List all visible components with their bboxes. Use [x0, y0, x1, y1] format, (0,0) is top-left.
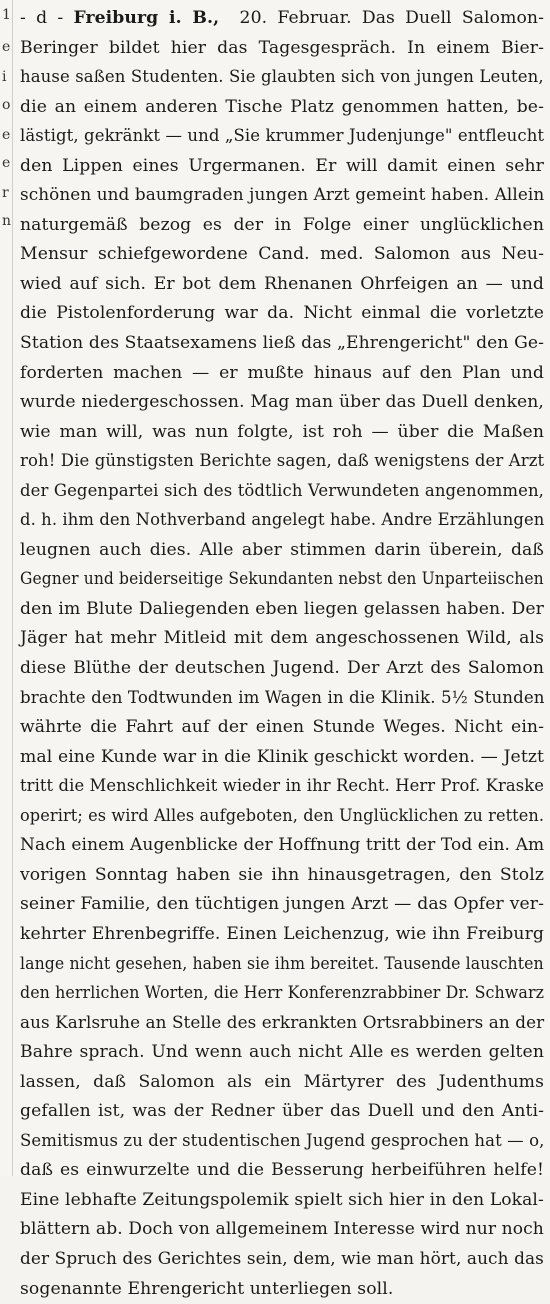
article-line: lästigt, gekränkt — und „Sie krummer Judenjunge" entfleucht — [20, 126, 545, 147]
margin-char: e — [2, 127, 11, 143]
article-line: sogenannte Ehrengericht unterliegen soll. — [20, 1278, 394, 1299]
article-line: lange nicht gesehen, haben sie ihm bereitet. Tausende lauschten — [20, 953, 544, 974]
article-line: Eine lebhafte Zeitungspolemik spielt sich hier in den Lokal- — [20, 1189, 544, 1210]
margin-char: n — [2, 213, 12, 229]
article-line: diese Blüthe der deutschen Jugend. Der Arzt des Salomon — [20, 658, 544, 679]
article-line: der Spruch des Gerichtes sein, dem, wie man hört, auch das — [20, 1248, 544, 1269]
correspondent-marker: - d - — [20, 8, 64, 28]
article-line: schönen und baumgraden jungen Arzt gemeint haben. Allein — [20, 185, 545, 206]
news-article — [20, 4, 544, 1304]
margin-char: 1 — [2, 7, 11, 23]
article-line: Mensur schiefgewordene Cand. med. Salomon aus Neu- — [20, 244, 544, 265]
article-body — [20, 34, 544, 1304]
article-line: leugnen auch dies. Alle aber stimmen darin überein, daß — [20, 539, 544, 560]
article-line: der Gegenpartei sich des tödtlich Verwundeten angenommen, — [20, 480, 545, 501]
article-line: lassen, daß Salomon als ein Märtyrer des Judenthums — [20, 1071, 544, 1092]
article-line: forderten machen — er mußte hinaus auf den Plan und — [20, 362, 544, 383]
article-line: wied auf sich. Er bot dem Rhenanen Ohrfeigen an — und — [20, 273, 544, 294]
article-line: aus Karlsruhe an Stelle des erkrankten Ortsrabbiners an der — [20, 1012, 545, 1033]
article-line: wie man will, was nun folgte, ist roh — über die Maßen — [20, 421, 544, 442]
article-line: kehrter Ehrenbegriffe. Einen Leichenzug, wie ihn Freiburg — [20, 923, 544, 944]
previous-column-fragment — [0, 0, 12, 1176]
article-line: mal eine Kunde war in die Klinik geschickt worden. — Jetzt — [20, 746, 544, 767]
article-line: den herrlichen Worten, die Herr Konferenzrabbiner Dr. Schwarz — [20, 983, 545, 1004]
lead-text: 20. Februar. Das Duell Salomon- — [229, 8, 545, 28]
article-line: daß es einwurzelte und die Besserung herbeiführen helfe! — [20, 1160, 544, 1181]
article-line: Nach einem Augenblicke der Hoffnung tritt der Tod ein. Am — [20, 835, 545, 856]
article-line: den Lippen eines Urgermanen. Er will damit einen sehr — [20, 155, 544, 176]
article-line: gefallen ist, was der Redner über das Duell und den Anti- — [20, 1101, 544, 1122]
article-line: wurde niedergeschossen. Mag man über das Duell denken, — [20, 392, 544, 413]
article-line: Station des Staatsexamens ließ das „Ehrengericht" den Ge- — [20, 333, 545, 354]
article-line: den im Blute Daliegenden eben liegen gelassen haben. Der — [20, 598, 544, 619]
article-line: roh! Die günstigsten Berichte sagen, daß wenigstens der Arzt — [20, 451, 545, 472]
article-lead-line — [20, 4, 544, 34]
article-line: Jäger hat mehr Mitleid mit dem angeschossenen Wild, als — [20, 628, 544, 649]
article-line: die Pistolenforderung war da. Nicht einmal die vorletzte — [20, 303, 544, 324]
article-line: Semitismus zu der studentischen Jugend gesprochen hat — o, — [20, 1130, 545, 1151]
margin-char: e — [2, 39, 11, 55]
article-line: vorigen Sonntag haben sie ihn hinausgetragen, den Stolz — [20, 864, 544, 885]
article-line: die an einem anderen Tische Platz genommen hatten, be- — [20, 96, 544, 117]
article-line: Bahre sprach. Und wenn auch nicht Alle es werden gelten — [20, 1042, 544, 1063]
article-line: hause saßen Studenten. Sie glaubten sich von jungen Leuten, — [20, 67, 544, 88]
article-line: währte die Fahrt auf der einen Stunde Weges. Nicht ein- — [20, 717, 544, 738]
dateline-place: Freiburg i. B., — [73, 8, 220, 28]
article-line: blättern ab. Doch von allgemeinem Interesse wird nur noch — [20, 1219, 544, 1240]
article-line: operirt; es wird Alles aufgeboten, den Unglücklichen zu retten. — [20, 805, 545, 826]
article-line: Gegner und beiderseitige Sekundanten nebst den Unparteiischen — [20, 569, 544, 590]
margin-char: e — [2, 155, 11, 171]
article-line: seiner Familie, den tüchtigen jungen Arzt — das Opfer ver- — [20, 894, 544, 915]
margin-char: r — [2, 185, 9, 201]
article-line: Beringer bildet hier das Tagesgespräch. In einem Bier- — [20, 37, 544, 58]
article-line: d. h. ihm den Nothverband angelegt habe. Andre Erzählungen — [20, 510, 545, 531]
article-line: tritt die Menschlichkeit wieder in ihr Recht. Herr Prof. Kraske — [20, 776, 545, 797]
margin-char: o — [2, 97, 11, 113]
article-line: brachte den Todtwunden im Wagen in die Klinik. 5½ Stunden — [20, 687, 545, 708]
margin-char: i — [2, 69, 7, 85]
column-divider — [12, 0, 13, 1176]
article-line: naturgemäß bezog es der in Folge einer unglücklichen — [20, 214, 544, 235]
